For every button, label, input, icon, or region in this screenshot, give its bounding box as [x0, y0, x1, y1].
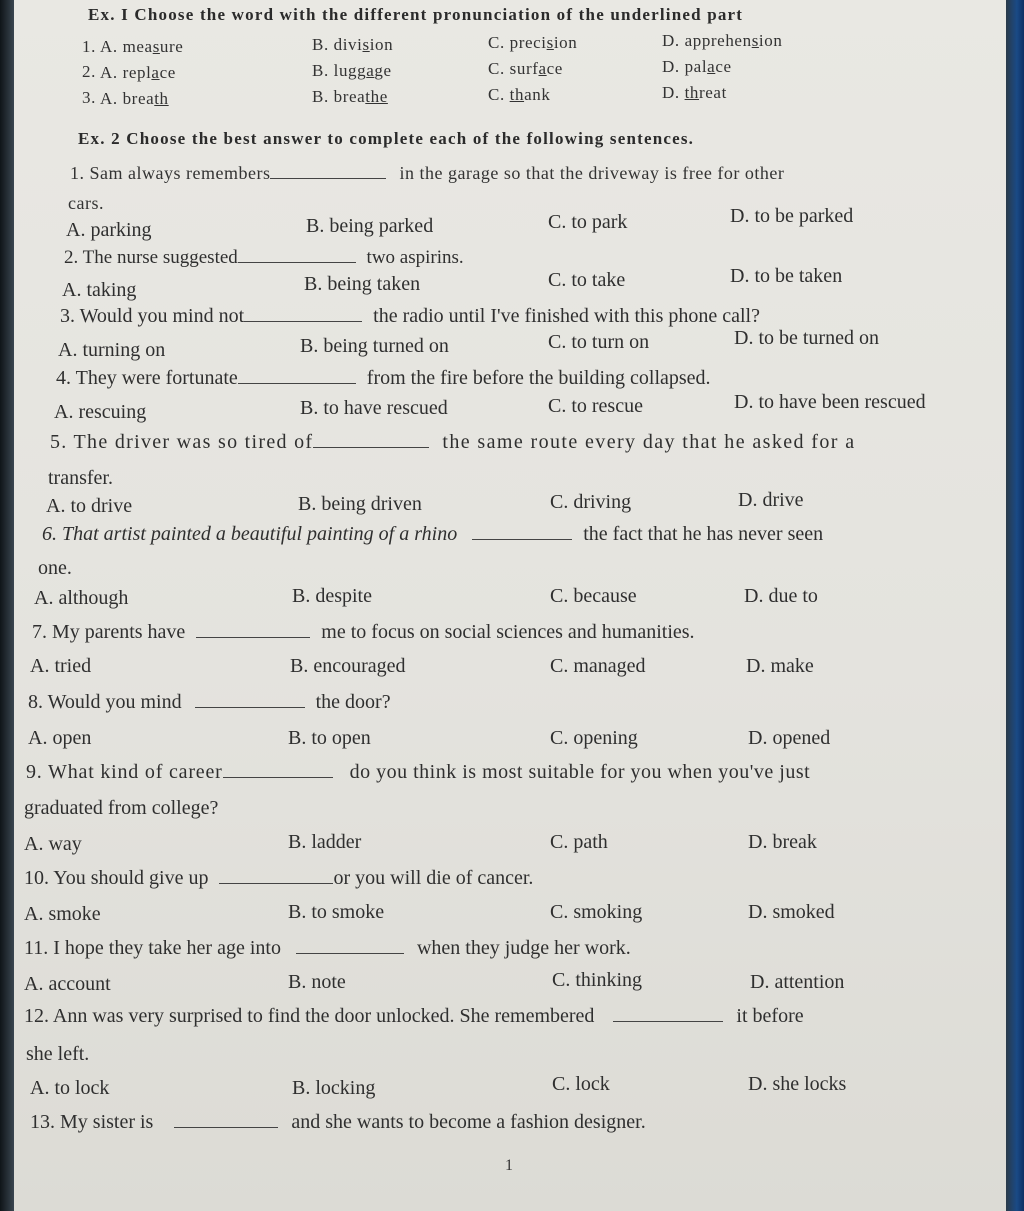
ex1-row-2-option-b[interactable]: B. luggage [312, 61, 392, 80]
q4-option-d[interactable]: D. to have been rescued [734, 391, 926, 413]
q1-option-d[interactable]: D. to be parked [730, 205, 854, 227]
q3-option-d[interactable]: D. to be turned on [734, 327, 879, 349]
q5-cont: transfer. [48, 467, 113, 489]
q2-option-c[interactable]: C. to take [548, 269, 626, 291]
q11-stem: 11. I hope they take her age into when they judge her work. [24, 937, 631, 959]
q2-stem: 2. The nurse suggested two aspirins. [64, 247, 464, 268]
ex1-row-1-option-c[interactable]: C. precision [488, 33, 578, 52]
q6-cont: one. [38, 557, 72, 579]
ex1-row-1-number: 1. [82, 37, 96, 56]
q9-option-b[interactable]: B. ladder [288, 831, 362, 853]
photo-edge-left [0, 0, 14, 1211]
q7-option-b[interactable]: B. encouraged [290, 655, 406, 677]
q13-stem: 13. My sister is and she wants to become a fashion designer. [30, 1111, 646, 1133]
q9-stem: 9. What kind of career do you think is most suitable for you when you've just [26, 761, 811, 783]
q5-option-c[interactable]: C. driving [550, 491, 632, 513]
q11-option-d[interactable]: D. attention [750, 971, 845, 993]
q6-option-c[interactable]: C. because [550, 585, 637, 607]
ex1-row-3-option-b[interactable]: B. breathe [312, 87, 388, 106]
q12-option-a[interactable]: A. to lock [30, 1077, 110, 1099]
q8-option-d[interactable]: D. opened [748, 727, 831, 749]
q2-option-a[interactable]: A. taking [62, 279, 137, 301]
q7-option-d[interactable]: D. make [746, 655, 814, 677]
q8-option-c[interactable]: C. opening [550, 727, 638, 749]
q1-stem: 1. Sam always remembers in the garage so that the driveway is free for other [70, 163, 785, 183]
q2-option-b[interactable]: B. being taken [304, 273, 421, 295]
ex1-row-3-number: 3. [82, 88, 96, 107]
q10-option-a[interactable]: A. smoke [24, 903, 101, 925]
q3-option-a[interactable]: A. turning on [58, 339, 166, 361]
ex1-row-1-option-d[interactable]: D. apprehension [662, 31, 783, 50]
q5-option-a[interactable]: A. to drive [46, 495, 133, 517]
q12-stem: 12. Ann was very surprised to find the door unlocked. She remembered it before [24, 1005, 804, 1027]
q5-stem: 5. The driver was so tired of the same route every day that he asked for a [50, 431, 856, 453]
q8-stem: 8. Would you mind the door? [28, 691, 391, 713]
ex1-row-2-option-d[interactable]: D. palace [662, 57, 732, 76]
q8-option-b[interactable]: B. to open [288, 727, 371, 749]
page-number: 1 [505, 1157, 513, 1174]
q1-option-a[interactable]: A. parking [66, 219, 152, 241]
q1-cont: cars. [68, 193, 104, 213]
q6-option-d[interactable]: D. due to [744, 585, 818, 607]
ex2-title: Ex. 2 Choose the best answer to complete each of the following sentences. [78, 129, 695, 148]
q12-option-c[interactable]: C. lock [552, 1073, 610, 1095]
worksheet-page [14, 0, 1006, 1211]
q12-cont: she left. [26, 1043, 90, 1065]
q7-stem: 7. My parents have me to focus on social sciences and humanities. [32, 621, 695, 643]
q11-option-b[interactable]: B. note [288, 971, 346, 993]
ex1-row-2-option-c[interactable]: C. surface [488, 59, 563, 78]
q6-option-a[interactable]: A. although [34, 587, 129, 609]
q3-stem: 3. Would you mind not the radio until I've finished with this phone call? [60, 305, 760, 327]
q11-option-c[interactable]: C. thinking [552, 969, 643, 991]
q6-stem: 6. That artist painted a beautiful painting of a rhino the fact that he has never seen [42, 523, 824, 545]
q1-option-b[interactable]: B. being parked [306, 215, 434, 237]
q9-option-d[interactable]: D. break [748, 831, 817, 853]
ex1-row-3-option-c[interactable]: C. thank [488, 85, 551, 104]
q10-option-c[interactable]: C. smoking [550, 901, 643, 923]
q9-option-a[interactable]: A. way [24, 833, 82, 855]
q4-option-c[interactable]: C. to rescue [548, 395, 643, 417]
q4-option-b[interactable]: B. to have rescued [300, 397, 448, 419]
q4-option-a[interactable]: A. rescuing [54, 401, 147, 423]
q5-option-d[interactable]: D. drive [738, 489, 804, 511]
q9-cont: graduated from college? [24, 797, 219, 819]
q9-option-c[interactable]: C. path [550, 831, 608, 853]
q7-option-c[interactable]: C. managed [550, 655, 646, 677]
ex1-row-1-option-b[interactable]: B. division [312, 35, 394, 54]
q4-stem: 4. They were fortunate from the fire before the building collapsed. [56, 367, 711, 389]
q7-option-a[interactable]: A. tried [30, 655, 92, 677]
q11-option-a[interactable]: A. account [24, 973, 111, 995]
q1-option-c[interactable]: C. to park [548, 211, 628, 233]
q6-option-b[interactable]: B. despite [292, 585, 372, 607]
q5-option-b[interactable]: B. being driven [298, 493, 422, 515]
ex1-row-3-option-d[interactable]: D. threat [662, 83, 727, 102]
q3-option-b[interactable]: B. being turned on [300, 335, 449, 357]
q10-stem: 10. You should give up or you will die of cancer. [24, 867, 534, 889]
ex1-title: Ex. I Choose the word with the different pronunciation of the underlined part [88, 5, 744, 24]
q10-option-d[interactable]: D. smoked [748, 901, 835, 923]
q12-option-d[interactable]: D. she locks [748, 1073, 847, 1095]
ex1-row-2-option-a[interactable]: A. replace [100, 63, 176, 82]
ex1-row-3-option-a[interactable]: A. breath [100, 89, 169, 108]
photo-edge-right [1006, 0, 1024, 1211]
ex1-row-1-option-a[interactable]: A. measure [100, 37, 184, 56]
q2-option-d[interactable]: D. to be taken [730, 265, 843, 287]
q8-option-a[interactable]: A. open [28, 727, 92, 749]
q3-option-c[interactable]: C. to turn on [548, 331, 650, 353]
q12-option-b[interactable]: B. locking [292, 1077, 376, 1099]
q10-option-b[interactable]: B. to smoke [288, 901, 385, 923]
ex1-row-2-number: 2. [82, 62, 96, 81]
